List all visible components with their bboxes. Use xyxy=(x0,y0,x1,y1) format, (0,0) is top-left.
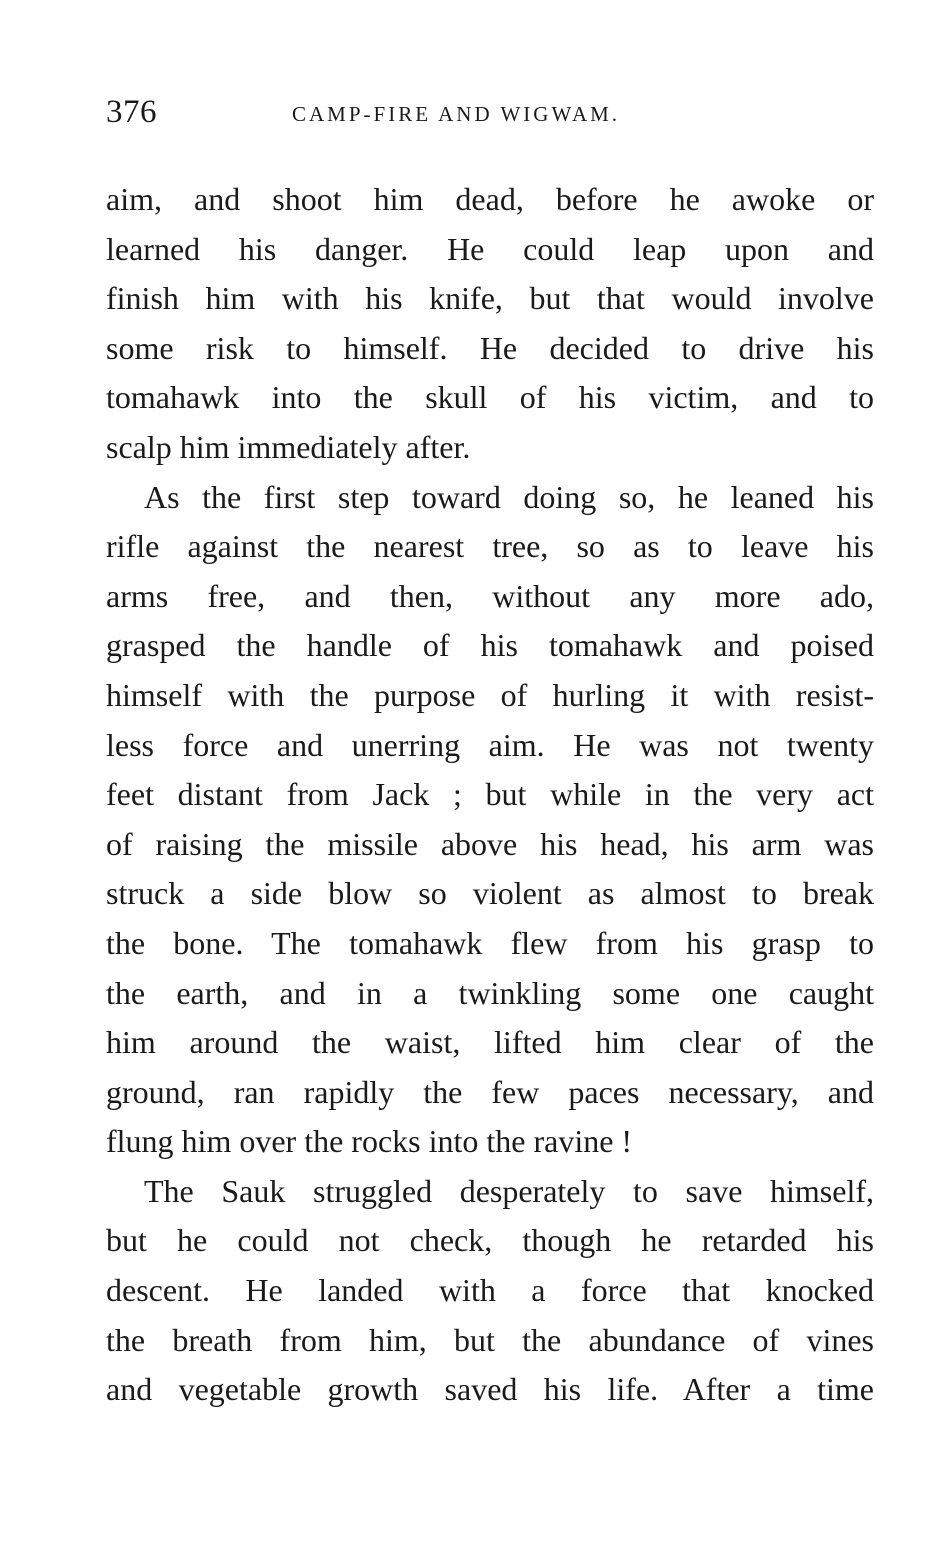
text-line: arms free, and then, without any more ado, xyxy=(106,577,874,614)
text-line: aim, and shoot him dead, before he awoke or xyxy=(106,181,874,217)
page-number: 376 xyxy=(106,94,157,130)
text-line: flung him over the rocks into the ravine ! xyxy=(106,1123,633,1160)
text-line: him around the waist, lifted him clear of the xyxy=(106,1024,874,1061)
body-text xyxy=(106,175,874,1415)
text-line: less force and unerring aim. He was not twenty xyxy=(106,726,874,763)
running-title: CAMP-FIRE AND WIGWAM. xyxy=(292,102,621,126)
text-line: the breath from him, but the abundance of vines xyxy=(106,1321,874,1358)
text-line: scalp him immediately after. xyxy=(106,428,471,465)
text-line: some risk to himself. He decided to drive his xyxy=(106,329,874,366)
text-line: of raising the missile above his head, his arm was xyxy=(106,825,874,862)
text-line: the bone. The tomahawk flew from his grasp to xyxy=(106,924,874,961)
text-line: ground, ran rapidly the few paces necessary, and xyxy=(106,1073,874,1110)
text-line: struck a side blow so violent as almost to break xyxy=(106,875,874,912)
text-line: learned his danger. He could leap upon and xyxy=(106,230,874,267)
text-line: and vegetable growth saved his life. After a time xyxy=(106,1371,874,1408)
running-head xyxy=(106,92,876,132)
text-line: descent. He landed with a force that knocked xyxy=(106,1272,874,1309)
text-line: The Sauk struggled desperately to save himself, xyxy=(144,1172,874,1209)
text-line: feet distant from Jack ; but while in the very act xyxy=(106,776,874,813)
text-line: the earth, and in a twinkling some one caught xyxy=(106,974,874,1011)
text-line: himself with the purpose of hurling it with resist- xyxy=(106,676,874,713)
text-line: but he could not check, though he retarded his xyxy=(106,1222,874,1259)
text-line: finish him with his knife, but that would involve xyxy=(106,280,874,317)
text-line: As the first step toward doing so, he leaned his xyxy=(144,478,874,515)
text-line: rifle against the nearest tree, so as to leave his xyxy=(106,528,874,565)
text-line: grasped the handle of his tomahawk and poised xyxy=(106,627,874,664)
text-line: tomahawk into the skull of his victim, and to xyxy=(106,379,874,416)
